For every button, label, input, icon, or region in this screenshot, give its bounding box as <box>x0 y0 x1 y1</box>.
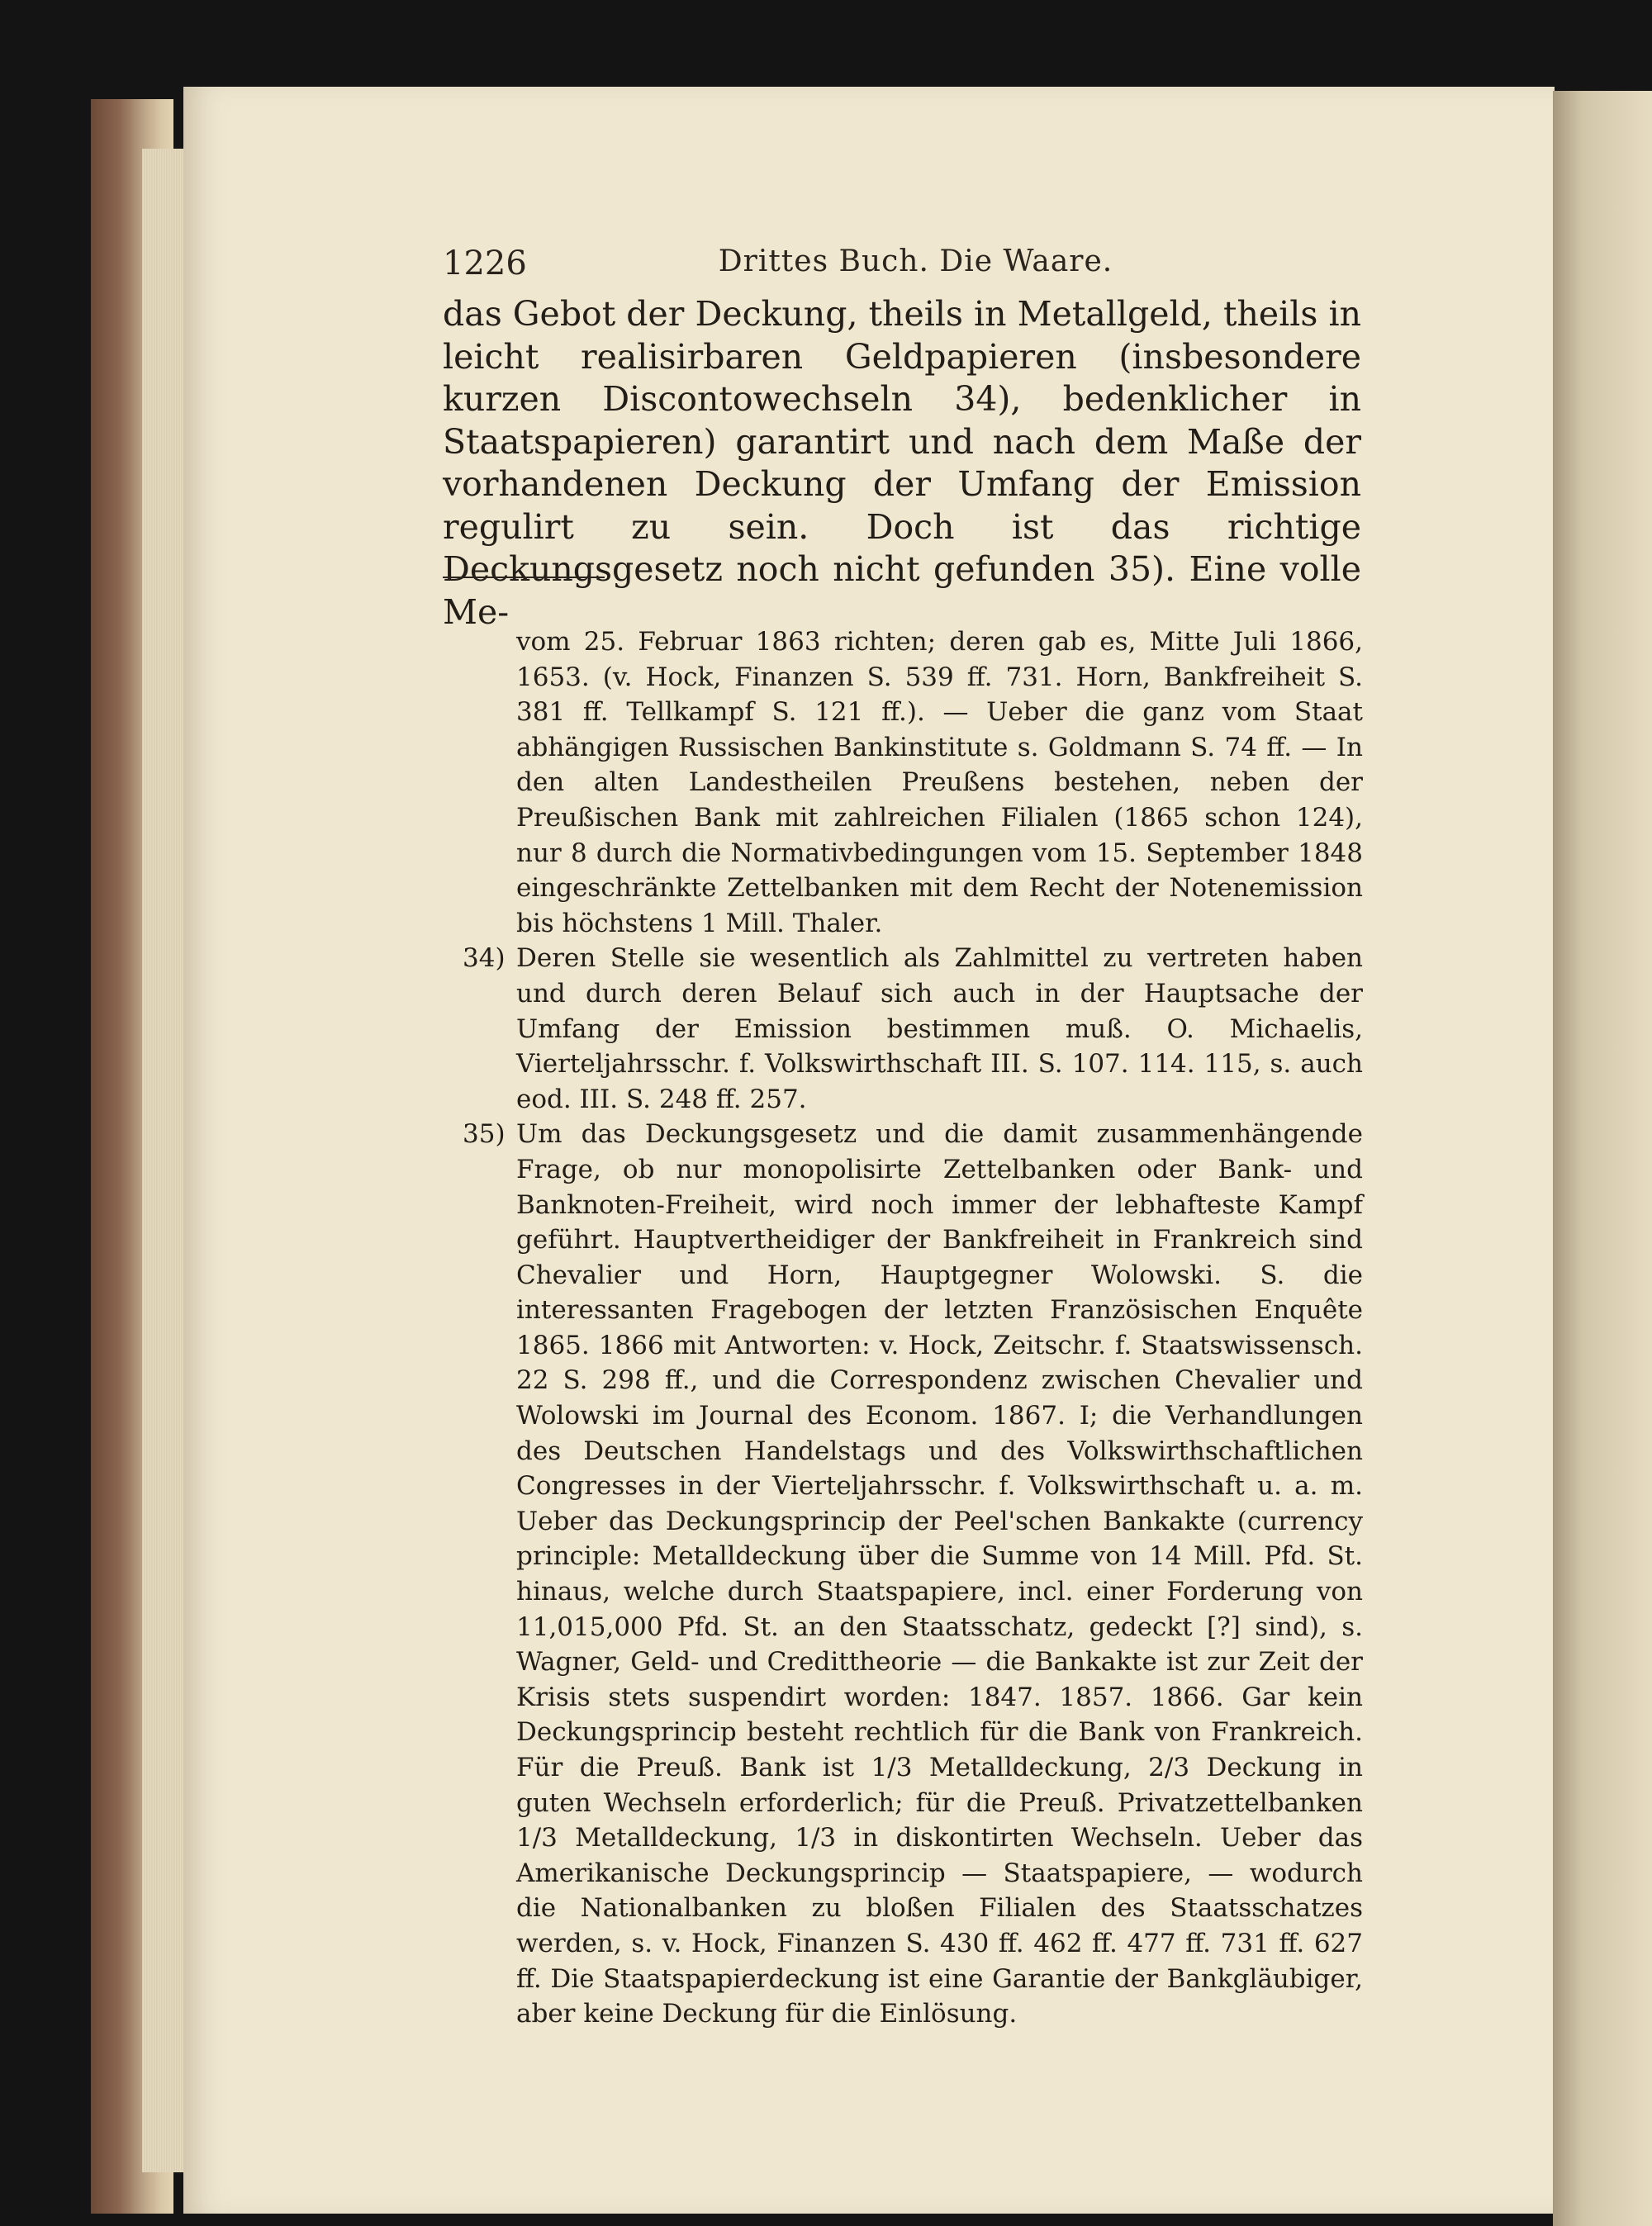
page-number: 1226 <box>443 244 527 282</box>
footnote-continuation: vom 25. Februar 1863 richten; deren gab es, Mitte Juli 1866, 1653. (v. Hock, Finanzen S. 539 ff. 731. Horn, Bankfreiheit S. 381 ff. Tellkampf S. 121 ff.). — Ueber die ganz vom Staat abhängigen Russischen Bankinstitute s. Goldmann S. 74 ff. — In den alten Landestheilen Preußens bestehen, neben der Preußischen Bank mit zahlreichen Filialen (1865 schon 124), nur 8 durch die Normativbedingungen vom 15. September 1848 eingeschränkte Zettelbanken mit dem Recht der Notenemission bis höchstens 1 Mill. Thaler. <box>516 627 1363 938</box>
body-paragraph: das Gebot der Deckung, theils in Metallgeld, theils in leicht realisirbaren Geldpapieren (insbesondere kurzen Discontowechseln 34), bedenklicher in Staatspapieren) garantirt und nach dem Maße der vorhandenen Deckung der Umfang der Emission regulirt zu sein. Doch ist das richtige Deckungsgesetz noch nicht gefunden 35). Eine volle Me- <box>443 294 1361 632</box>
footnote-text: Um das Deckungsgesetz und die damit zusammenhängende Frage, ob nur monopolisirte Zettelbanken oder Bank- und Banknoten-Freiheit, wird noch immer der lebhafteste Kampf geführt. Hauptvertheidiger der Bankfreiheit in Frankreich sind Chevalier und Horn, Hauptgegner Wolowski. S. die interessanten Fragebogen der letzten Französischen Enquête 1865. 1866 mit Antworten: v. Hock, Zeitschr. f. Staatswissensch. 22 S. 298 ff., und die Correspondenz zwischen Chevalier und Wolowski im Journal des Econom. 1867. I; die Verhandlungen des Deutschen Handelstags und des Volkswirthschaftlichen Congresses in der Vierteljahrsschr. f. Volkswirthschaft u. a. m. Ueber das Deckungsprincip der Peel'schen Bankakte (currency principle: Metalldeckung über die Summe von 14 Mill. Pfd. St. hinaus, welche durch Staatspapiere, incl. einer Forderung von 11,015,000 Pfd. St. an den Staatsschatz, gedeckt [?] sind), s. Wagner, Geld- und Credittheorie — die Bankakte ist zur Zeit der Krisis stets suspendirt worden: 1847. 1857. 1866. Gar kein Deckungsprincip besteht rechtlich für die Bank von Frankreich. Für die Preuß. Bank ist 1/3 Metalldeckung, 2/3 Deckung in guten Wechseln erforderlich; für die Preuß. Privatzettelbanken 1/3 Metalldeckung, 1/3 in diskontirten Wechseln. Ueber das Amerikanische Deckungsprincip — Staatspapiere, — wodurch die Nationalbanken zu bloßen Filialen des Staatsschatzes werden, s. v. Hock, Finanzen S. 430 ff. 462 ff. 477 ff. 731 ff. 627 ff. Die Staatspapierdeckung ist eine Garantie der Bankgläubiger, aber keine Deckung für die Einlösung. <box>516 1119 1363 2029</box>
footnote-number: 34) <box>463 943 506 974</box>
footnote-number: 35) <box>463 1119 506 1150</box>
facing-page-edge <box>1553 91 1652 2226</box>
footnote-text: Deren Stelle sie wesentlich als Zahlmittel zu vertreten haben und durch deren Belauf sich auch in der Hauptsache der Umfang der Emission bestimmen muß. O. Michaelis, Vierteljahrsschr. f. Volkswirthschaft III. S. 107. 114. 115, s. auch eod. III. S. 248 ff. 257. <box>516 943 1363 1114</box>
footnote-divider <box>443 577 605 578</box>
footnote-34 <box>438 941 1363 1117</box>
running-head: Drittes Buch. Die Waare. <box>718 244 1113 278</box>
footnote-35 <box>438 1117 1363 2031</box>
footnotes <box>438 624 1363 2032</box>
page-header <box>443 244 1389 286</box>
